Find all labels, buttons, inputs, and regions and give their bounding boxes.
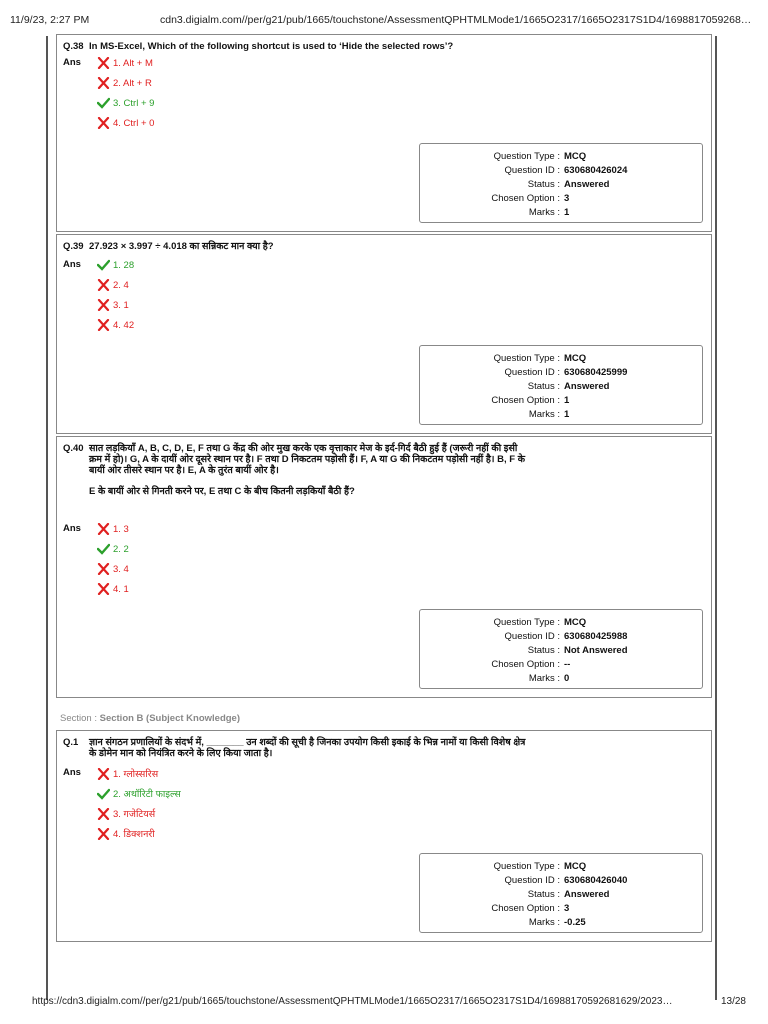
option-1: 1. Alt + M — [97, 57, 153, 69]
question-card-38 — [56, 34, 712, 232]
cross-icon — [97, 768, 110, 780]
option-1: 1. 28 — [97, 259, 134, 271]
question-text: In MS-Excel, Which of the following shortcut is used to ‘Hide the selected rows’? — [89, 41, 454, 52]
ans-label: Ans — [63, 57, 81, 68]
cross-icon — [97, 117, 110, 129]
check-icon — [97, 788, 110, 800]
section-heading: Section : Section B (Subject Knowledge) — [60, 713, 241, 724]
question-card-1 — [56, 730, 712, 942]
option-4: 4. 1 — [97, 583, 129, 595]
cross-icon — [97, 828, 110, 840]
check-icon — [97, 543, 110, 555]
option-2: 2. अथॉरिटी फाइल्स — [97, 787, 181, 800]
check-icon — [97, 259, 110, 271]
option-1: 1. ग्लोस्सरिस — [97, 767, 158, 780]
ans-label: Ans — [63, 259, 81, 270]
question-card-40 — [56, 436, 712, 698]
option-2: 2. 2 — [97, 543, 129, 555]
question-number: Q.39 — [63, 241, 84, 252]
page-border-right — [715, 36, 717, 1000]
option-3: 3. गजेटियर्स — [97, 807, 155, 820]
question-text: ज्ञान संगठन प्रणालियों के संदर्भ में, _______ उन शब्दों की सूची है जिनका उपयोग किसी इकाई के भिन्न नामों या किसी विशेष क्षेत्र के डोमेन मान को नियंत्रित करने के लिए किया जाता है। — [89, 737, 526, 759]
print-header-url: cdn3.digialm.com//per/g21/pub/1665/touchstone/AssessmentQPHTMLMode1/1665O2317/1665O2317S1D4/1698817059268… — [160, 14, 752, 26]
question-text: 27.923 × 3.997 ÷ 4.018 का सन्निकट मान क्या है? — [89, 241, 274, 252]
option-2: 2. Alt + R — [97, 77, 152, 89]
print-footer-url: https://cdn3.digialm.com//per/g21/pub/1665/touchstone/AssessmentQPHTMLMode1/1665O2317/1665O2317S1D4/16988170592681629/2023… — [32, 996, 673, 1007]
question-info-panel: Question Type : MCQ Question ID : 630680426040 Status : Answered Chosen Option : 3 Marks : -0.25 — [419, 853, 703, 933]
option-1: 1. 3 — [97, 523, 129, 535]
question-text: सात लड़कियाँ A, B, C, D, E, F तथा G केंद्र की ओर मुख करके एक वृत्ताकार मेज के इर्द-गिर्द बैठी हुई हैं (जरूरी नहीं की इसी क्रम में हो)। G, A के दायीं ओर दूसरे स्थान पर है। F तथा D निकटतम पड़ोसी हैं। F, A या G की निकटतम पड़ोसी नहीं है। B, F के बायीं ओर तीसरे स्थान पर है। E, A के तुरंत बायीं ओर है। E के बायीं ओर से गिनती करने पर, E तथा C के बीच कितनी लड़कियाँ बैठी हैं? — [89, 443, 529, 497]
cross-icon — [97, 77, 110, 89]
option-4: 4. Ctrl + 0 — [97, 117, 154, 129]
question-card-39 — [56, 234, 712, 434]
question-subtext: E के बायीं ओर से गिनती करने पर, E तथा C के बीच कितनी लड़कियाँ बैठी हैं? — [89, 486, 355, 497]
option-3: 3. 1 — [97, 299, 129, 311]
question-number: Q.40 — [63, 443, 84, 454]
page-border-left — [46, 36, 48, 1000]
cross-icon — [97, 319, 110, 331]
page-number: 13/28 — [720, 996, 746, 1007]
question-info-panel: Question Type : MCQ Question ID : 630680425999 Status : Answered Chosen Option : 1 Marks : 1 — [419, 345, 703, 425]
check-icon — [97, 97, 110, 109]
cross-icon — [97, 523, 110, 535]
cross-icon — [97, 808, 110, 820]
print-footer — [32, 996, 746, 1007]
option-4: 4. डिक्शनरी — [97, 827, 155, 840]
ans-label: Ans — [63, 767, 81, 778]
cross-icon — [97, 57, 110, 69]
cross-icon — [97, 563, 110, 575]
cross-icon — [97, 279, 110, 291]
ans-label: Ans — [63, 523, 81, 534]
cross-icon — [97, 299, 110, 311]
cross-icon — [97, 583, 110, 595]
option-3: 3. Ctrl + 9 — [97, 97, 154, 109]
option-3: 3. 4 — [97, 563, 129, 575]
option-4: 4. 42 — [97, 319, 134, 331]
print-datetime: 11/9/23, 2:27 PM — [10, 14, 90, 26]
option-2: 2. 4 — [97, 279, 129, 291]
question-info-panel: Question Type : MCQ Question ID : 630680425988 Status : Not Answered Chosen Option : -- Marks : 0 — [419, 609, 703, 689]
question-info-panel: Question Type : MCQ Question ID : 630680426024 Status : Answered Chosen Option : 3 Marks : 1 — [419, 143, 703, 223]
question-number: Q.38 — [63, 41, 84, 52]
question-number: Q.1 — [63, 737, 79, 748]
